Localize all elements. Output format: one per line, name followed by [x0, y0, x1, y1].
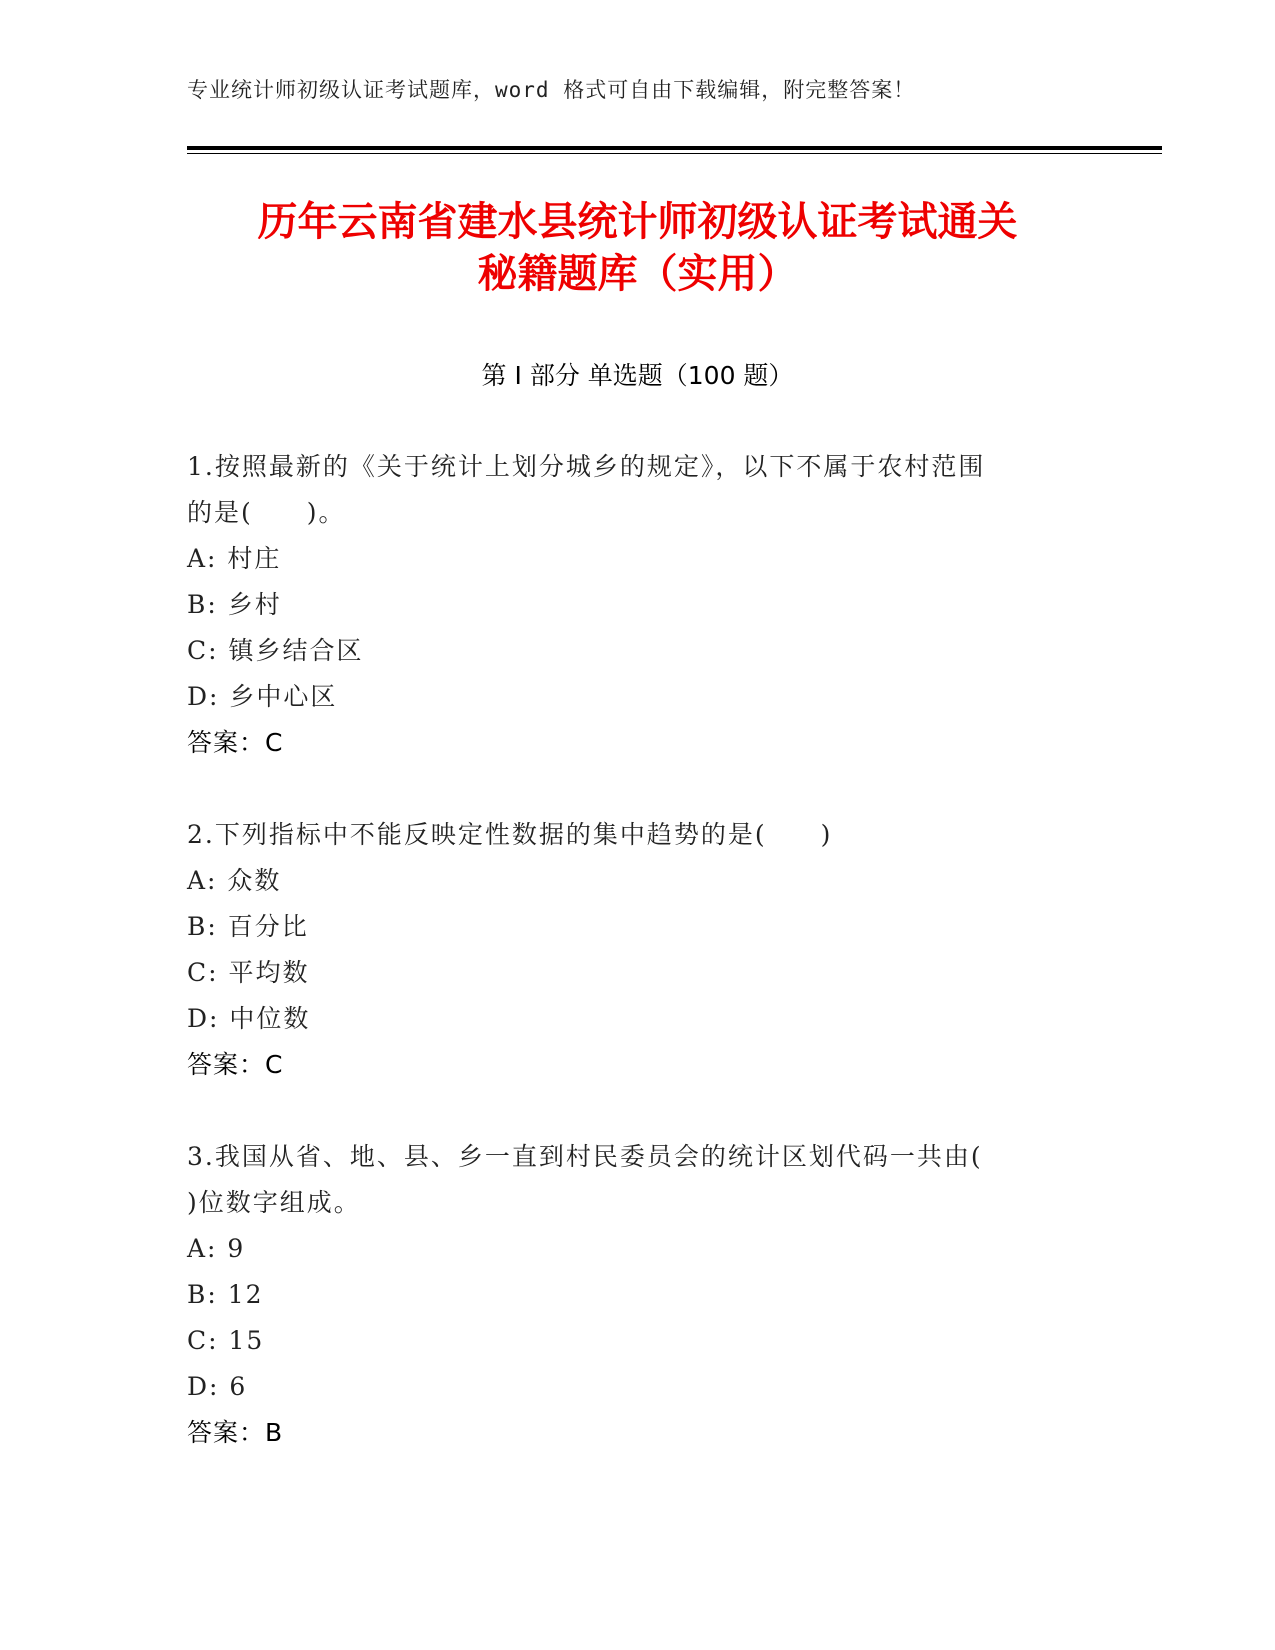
- header-rule-thick: [187, 146, 1162, 150]
- option-c: C: 镇乡结合区: [187, 636, 364, 665]
- option-c: C: 15: [187, 1326, 265, 1355]
- title-line-2: 秘籍题库（实用）: [477, 251, 798, 297]
- question-stem: 3.我国从省、地、县、乡一直到村民委员会的统计区划代码一共由(: [187, 1142, 983, 1171]
- option-b: B: 12: [187, 1280, 264, 1309]
- header-note: 专业统计师初级认证考试题库，word 格式可自由下载编辑，附完整答案！: [187, 78, 916, 102]
- question-stem: 2.下列指标中不能反映定性数据的集中趋势的是( ): [187, 820, 833, 849]
- question-1: [187, 444, 1067, 766]
- option-d: D: 乡中心区: [187, 682, 338, 711]
- question-stem-continued: 的是( )。: [187, 498, 346, 527]
- option-a: A: 村庄: [187, 544, 282, 573]
- question-stem-continued: )位数字组成。: [187, 1188, 361, 1217]
- section-title: 第 I 部分 单选题（100 题）: [481, 361, 794, 390]
- option-d: D: 6: [187, 1372, 248, 1401]
- title-line-1: 历年云南省建水县统计师初级认证考试通关: [257, 199, 1018, 245]
- option-a: A: 9: [187, 1234, 246, 1263]
- option-c: C: 平均数: [187, 958, 310, 987]
- header-rule-thin: [187, 153, 1162, 154]
- question-2: [187, 812, 1067, 1088]
- option-b: B: 百分比: [187, 912, 309, 941]
- document-title: [150, 196, 1125, 300]
- option-a: A: 众数: [187, 866, 282, 895]
- option-b: B: 乡村: [187, 590, 282, 619]
- question-stem: 1.按照最新的《关于统计上划分城乡的规定》，以下不属于农村范围: [187, 452, 986, 481]
- question-list: [187, 444, 1067, 1502]
- answer: 答案：B: [187, 1418, 284, 1447]
- answer: 答案：C: [187, 728, 284, 757]
- question-3: [187, 1134, 1067, 1456]
- option-d: D: 中位数: [187, 1004, 311, 1033]
- answer: 答案：C: [187, 1050, 284, 1079]
